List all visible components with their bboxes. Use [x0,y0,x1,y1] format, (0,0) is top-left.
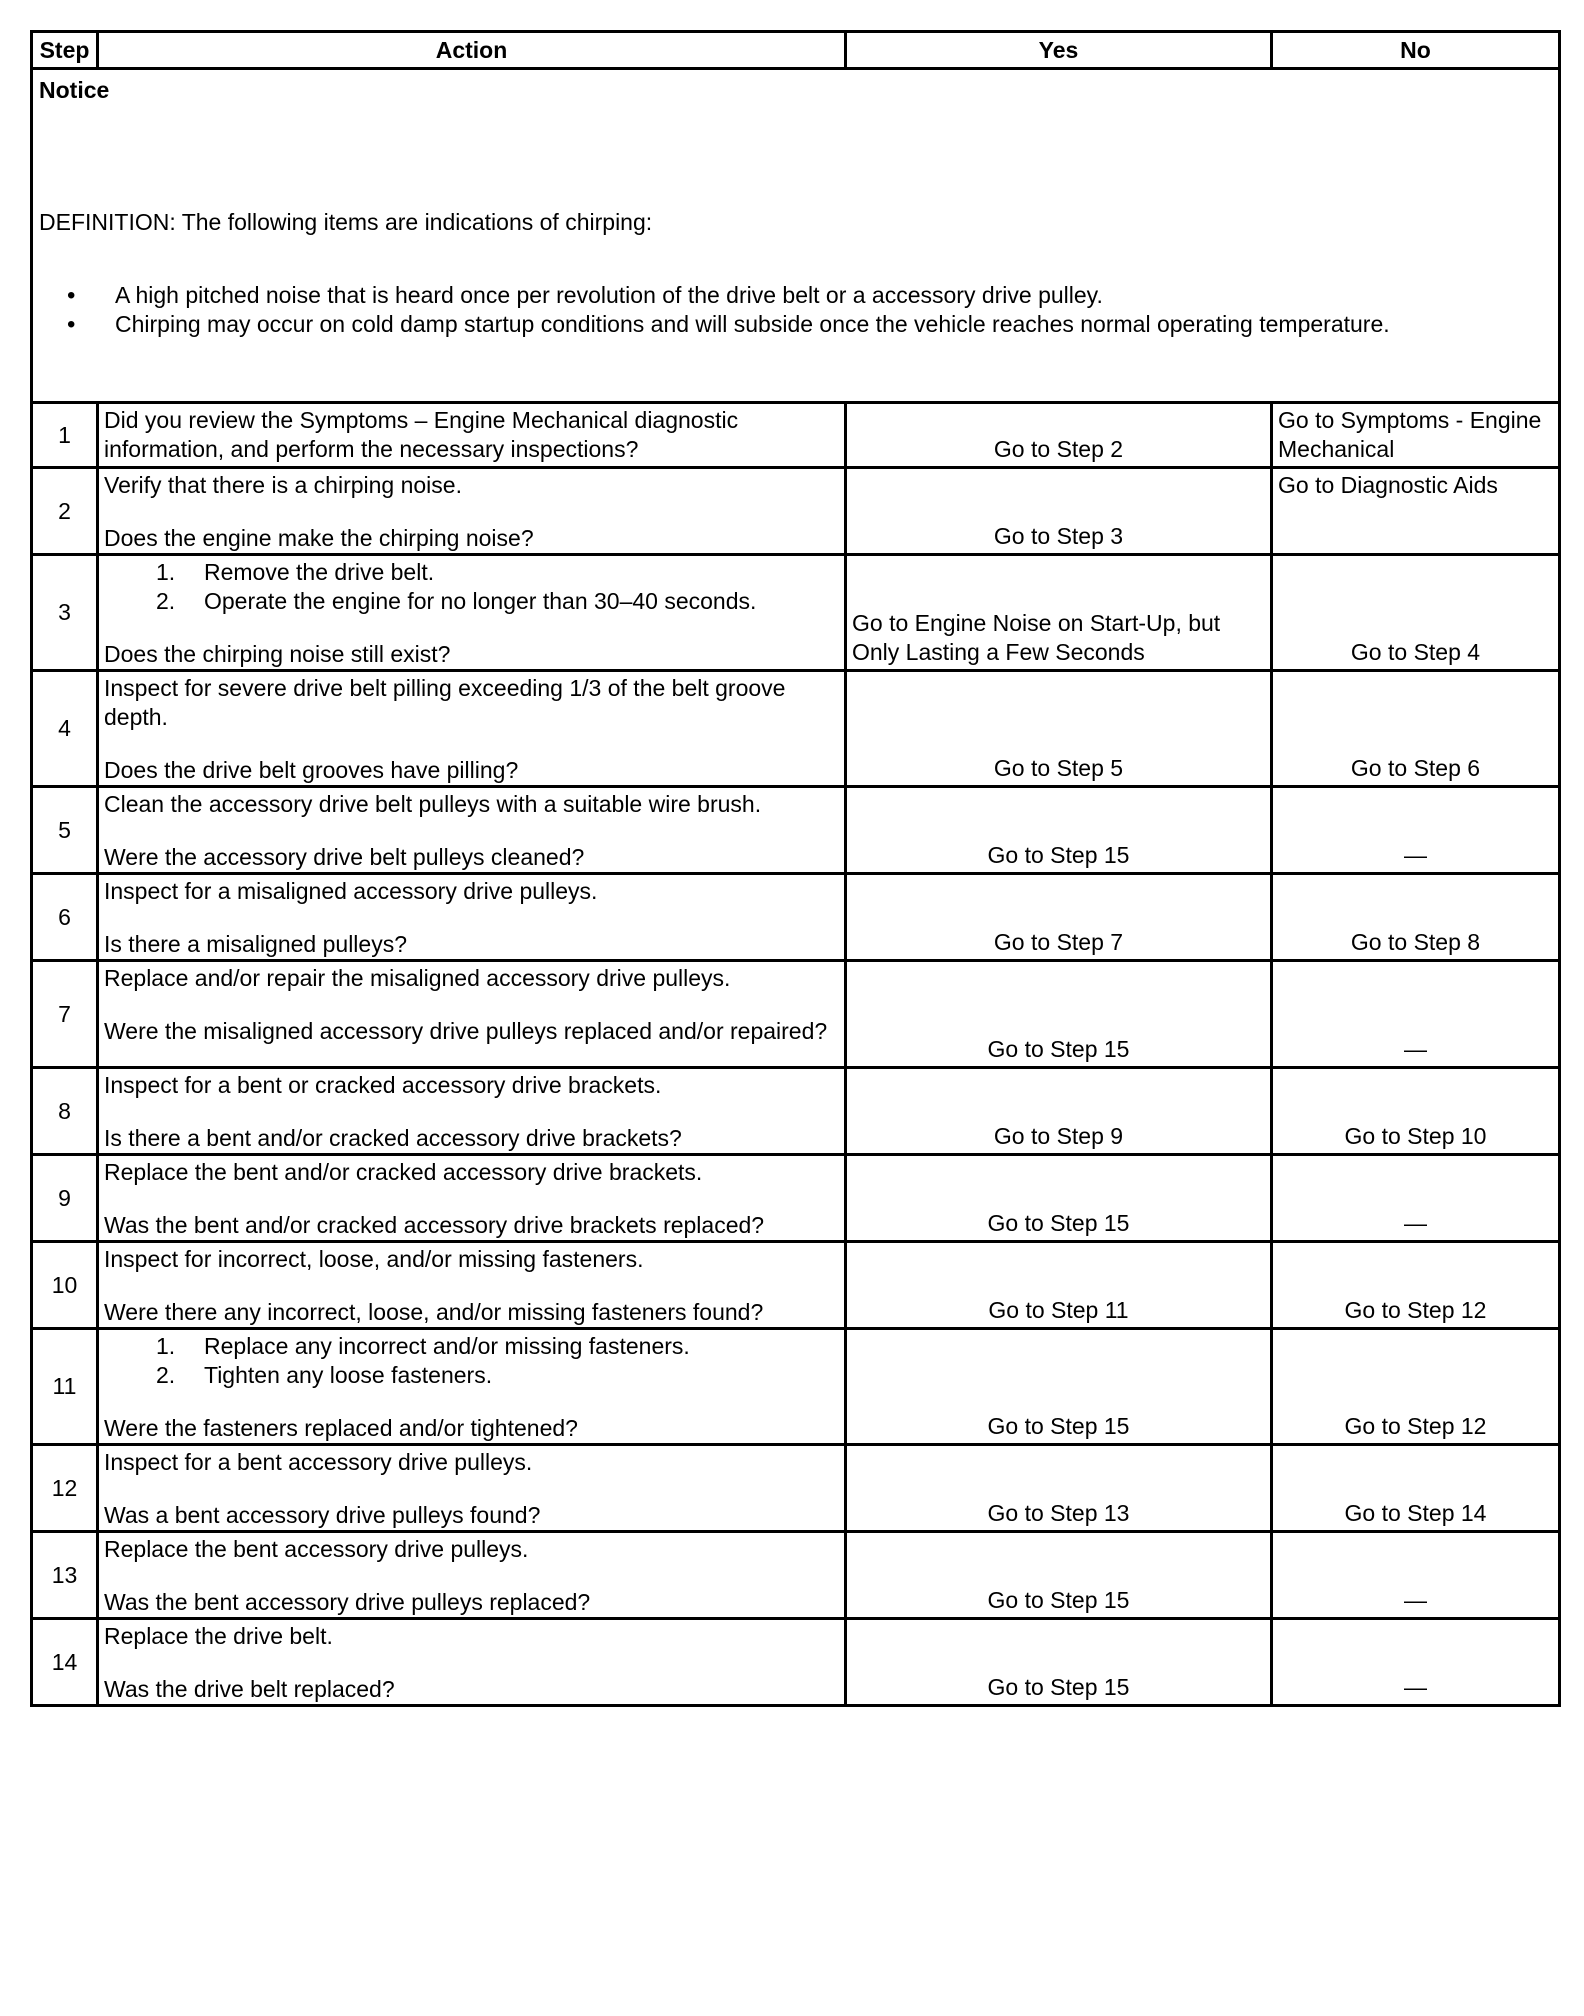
substep-text: Tighten any loose fasteners. [204,1362,493,1388]
notice-item: • Chirping may occur on cold damp startup conditions and will subside once the vehicle reaches normal operating temperature. [115,310,1552,339]
action-question: Was the bent and/or cracked accessory drive brackets replaced? [104,1212,765,1238]
no-result: Go to Step 12 [1272,1329,1560,1445]
action-question: Was the drive belt replaced? [104,1676,395,1702]
table-row [32,1445,1560,1532]
action-instruction: Verify that there is a chirping noise. [104,472,462,498]
notice-definition: DEFINITION: The following items are indications of chirping: [39,209,653,235]
step-number: 1 [32,403,98,468]
step-number: 7 [32,961,98,1068]
action-question: Were the misaligned accessory drive pulleys replaced and/or repaired? [104,1018,828,1044]
action-cell [98,787,846,874]
no-result: — [1272,1532,1560,1619]
action-cell [98,1155,846,1242]
action-question: Is there a bent and/or cracked accessory drive brackets? [104,1125,682,1151]
table-row [32,787,1560,874]
action-cell [98,1068,846,1155]
action-question: Were the accessory drive belt pulleys cleaned? [104,844,585,870]
step-number: 10 [32,1242,98,1329]
substep-list [104,1332,839,1390]
notice-row [32,69,1560,403]
action-cell [98,1329,846,1445]
action-cell [98,961,846,1068]
no-result: Go to Step 6 [1272,671,1560,787]
table-row [32,961,1560,1068]
substep-item: 1. Remove the drive belt. [156,559,435,585]
action-question: Does the engine make the chirping noise? [104,525,534,551]
yes-result: Go to Step 2 [846,403,1272,468]
step-number: 6 [32,874,98,961]
action-cell [98,1619,846,1706]
yes-result: Go to Step 15 [846,1619,1272,1706]
table-row [32,1532,1560,1619]
yes-result: Go to Step 11 [846,1242,1272,1329]
notice-cell [32,69,1560,403]
no-result: Go to Step 8 [1272,874,1560,961]
header-yes: Yes [846,32,1272,69]
table-row [32,468,1560,555]
action-instruction: Inspect for a bent accessory drive pulleys. [104,1449,533,1475]
no-result: Go to Step 12 [1272,1242,1560,1329]
yes-result: Go to Step 5 [846,671,1272,787]
substep-item: 2. Operate the engine for no longer than 30–40 seconds. [156,588,757,614]
yes-result: Go to Step 3 [846,468,1272,555]
notice-title: Notice [39,77,110,103]
substep-list [104,558,839,616]
action-cell [98,1445,846,1532]
yes-result: Go to Step 9 [846,1068,1272,1155]
action-instruction: Inspect for incorrect, loose, and/or missing fasteners. [104,1246,644,1272]
substep-text: Replace any incorrect and/or missing fasteners. [204,1333,690,1359]
diagnostic-page [30,30,1558,1707]
action-instruction: Clean the accessory drive belt pulleys with a suitable wire brush. [104,791,762,817]
action-cell [98,874,846,961]
header-step: Step [32,32,98,69]
action-question: Did you review the Symptoms – Engine Mechanical diagnostic information, and perform the necessary inspections? [104,407,739,462]
yes-result: Go to Step 15 [846,961,1272,1068]
substep-text: Remove the drive belt. [204,559,435,585]
table-row [32,671,1560,787]
step-number: 13 [32,1532,98,1619]
notice-list [39,281,1552,339]
yes-result: Go to Step 15 [846,1155,1272,1242]
action-instruction: Inspect for a bent or cracked accessory drive brackets. [104,1072,662,1098]
action-cell [98,1532,846,1619]
table-row [32,1619,1560,1706]
step-number: 11 [32,1329,98,1445]
action-instruction: Inspect for severe drive belt pilling exceeding 1/3 of the belt groove depth. [104,675,786,730]
action-cell [98,468,846,555]
header-no: No [1272,32,1560,69]
action-instruction: Replace and/or repair the misaligned accessory drive pulleys. [104,965,731,991]
yes-result: Go to Step 15 [846,787,1272,874]
table-row [32,1068,1560,1155]
table-row [32,403,1560,468]
step-number: 14 [32,1619,98,1706]
action-cell [98,671,846,787]
diagnostic-table [30,30,1561,1707]
step-number: 2 [32,468,98,555]
action-question: Were the fasteners replaced and/or tightened? [104,1415,578,1441]
table-row [32,555,1560,671]
yes-result: Go to Step 7 [846,874,1272,961]
no-result: Go to Step 14 [1272,1445,1560,1532]
no-result: — [1272,787,1560,874]
no-result: Go to Step 4 [1272,555,1560,671]
table-header-row [32,32,1560,69]
notice-item: • A high pitched noise that is heard once per revolution of the drive belt or a accessory drive pulley. [115,281,1552,310]
step-number: 4 [32,671,98,787]
step-number: 9 [32,1155,98,1242]
action-instruction: Replace the bent and/or cracked accessory drive brackets. [104,1159,703,1185]
no-result: Go to Symptoms - Engine Mechanical [1272,403,1560,468]
action-question: Was a bent accessory drive pulleys found? [104,1502,541,1528]
no-result: — [1272,1619,1560,1706]
yes-result: Go to Step 15 [846,1329,1272,1445]
step-number: 3 [32,555,98,671]
yes-result: Go to Engine Noise on Start-Up, but Only Lasting a Few Seconds [846,555,1272,671]
action-question: Does the drive belt grooves have pilling? [104,757,519,783]
step-number: 12 [32,1445,98,1532]
substep-text: Operate the engine for no longer than 30–40 seconds. [204,588,757,614]
table-row [32,1155,1560,1242]
step-number: 5 [32,787,98,874]
action-instruction: Replace the bent accessory drive pulleys. [104,1536,529,1562]
yes-result: Go to Step 15 [846,1532,1272,1619]
no-result: Go to Step 10 [1272,1068,1560,1155]
no-result: — [1272,1155,1560,1242]
action-question: Were there any incorrect, loose, and/or missing fasteners found? [104,1299,764,1325]
substep-item: 2. Tighten any loose fasteners. [156,1362,493,1388]
action-cell [98,1242,846,1329]
header-action: Action [98,32,846,69]
table-row [32,1329,1560,1445]
step-number: 8 [32,1068,98,1155]
no-result: Go to Diagnostic Aids [1272,468,1560,555]
action-cell [98,403,846,468]
action-question: Was the bent accessory drive pulleys replaced? [104,1589,591,1615]
substep-item: 1. Replace any incorrect and/or missing fasteners. [156,1333,690,1359]
table-row [32,1242,1560,1329]
action-instruction: Inspect for a misaligned accessory drive pulleys. [104,878,598,904]
action-question: Does the chirping noise still exist? [104,641,451,667]
no-result: — [1272,961,1560,1068]
action-cell [98,555,846,671]
table-row [32,874,1560,961]
action-instruction: Replace the drive belt. [104,1623,333,1649]
yes-result: Go to Step 13 [846,1445,1272,1532]
action-question: Is there a misaligned pulleys? [104,931,407,957]
